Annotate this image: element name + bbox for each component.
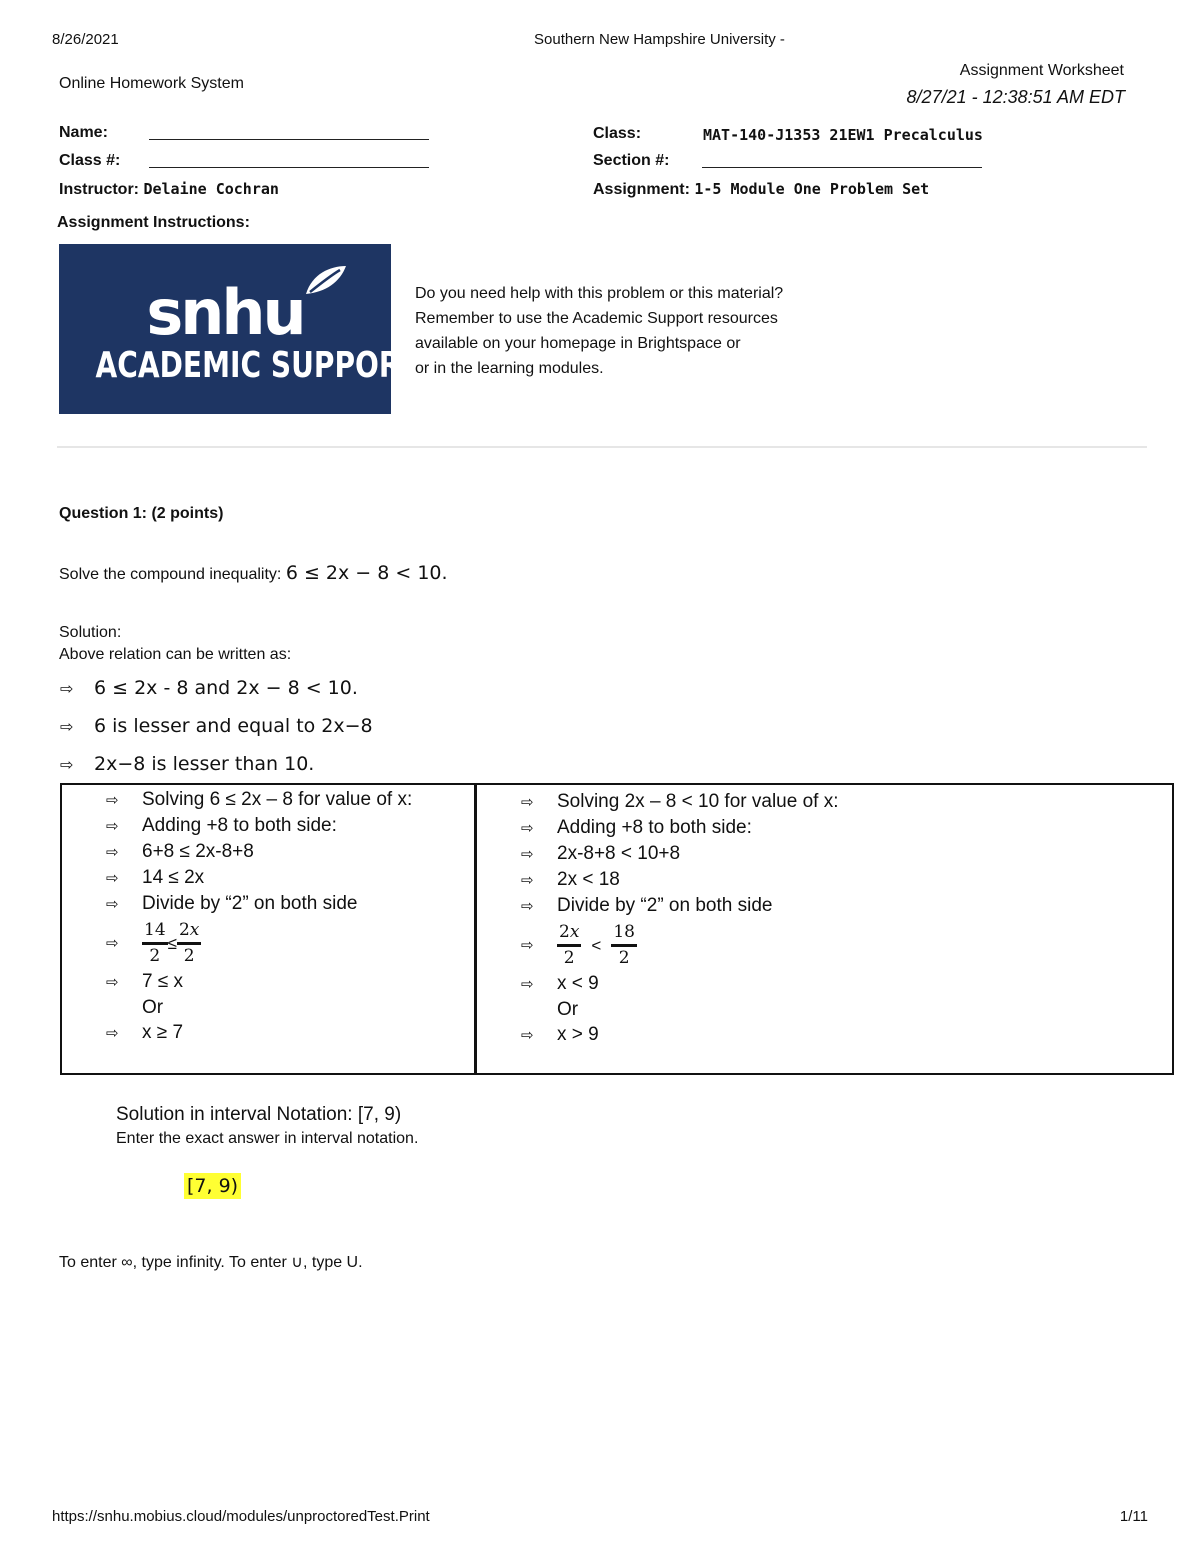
question-prompt — [59, 562, 448, 584]
numerator: 14 — [142, 922, 168, 945]
arrow-icon: ⇨ — [106, 818, 119, 835]
step-text: Adding +8 to both side: — [557, 817, 752, 838]
solution-bullet — [60, 677, 358, 699]
step-item — [106, 969, 412, 995]
step-text: 2x < 18 — [557, 869, 620, 890]
interval-solution-text: Solution in interval Notation: [7, 9) — [116, 1104, 402, 1125]
step-text: 2x-8+8 < 10+8 — [557, 843, 681, 864]
instructor-value: Delaine Cochran — [143, 180, 279, 198]
step-item — [521, 893, 838, 919]
step-item — [106, 995, 412, 1020]
name-field-line — [149, 139, 429, 140]
step-text: Divide by “2” on both side — [142, 893, 358, 914]
fraction — [557, 921, 581, 968]
class-label: Class: — [593, 125, 642, 142]
step-item — [521, 1022, 838, 1048]
step-item — [521, 815, 838, 841]
arrow-icon: ⇨ — [106, 870, 119, 887]
arrow-icon: ⇨ — [521, 898, 534, 915]
bullet-text: 6 ≤ 2x - 8 and 2x − 8 < 10. — [94, 677, 358, 699]
step-text: x ≥ 7 — [142, 1022, 184, 1043]
arrow-icon: ⇨ — [106, 844, 119, 861]
denominator: 2 — [563, 947, 575, 968]
denominator: 2 — [618, 947, 630, 968]
denominator: 2 — [149, 945, 161, 966]
step-item — [106, 1020, 412, 1046]
step-text: Solving 6 ≤ 2x – 8 for value of x: — [142, 789, 413, 810]
numerator: 2𝑥 — [557, 924, 581, 947]
step-item — [106, 891, 412, 917]
input-help-note: To enter ∞, type infinity. To enter ∪, type U. — [59, 1254, 363, 1271]
answer-value: [7, 9) — [184, 1173, 241, 1199]
bullet-text: 6 is lesser and equal to 2x−8 — [94, 715, 373, 737]
class-number-label: Class #: — [59, 152, 121, 169]
arrow-icon: ⇨ — [521, 936, 534, 954]
instructor-row — [59, 180, 279, 199]
step-item — [521, 841, 838, 867]
step-text: 14 ≤ 2x — [142, 867, 205, 888]
operator: ≤ — [167, 933, 177, 953]
step-item — [521, 867, 838, 893]
step-text: Adding +8 to both side: — [142, 815, 337, 836]
step-text: Or — [557, 999, 579, 1020]
arrow-icon: ⇨ — [106, 792, 119, 809]
arrow-icon: ⇨ — [106, 974, 119, 991]
step-item — [521, 997, 838, 1022]
operator: < — [591, 935, 602, 955]
assignment-instructions-label: Assignment Instructions: — [57, 214, 250, 231]
step-text: Divide by “2” on both side — [557, 895, 773, 916]
solution-bullet — [60, 753, 314, 775]
arrow-icon: ⇨ — [521, 1027, 534, 1044]
arrow-icon: ⇨ — [521, 820, 534, 837]
section-label: Section #: — [593, 152, 670, 169]
arrow-icon: ⇨ — [60, 717, 74, 736]
arrow-icon: ⇨ — [521, 976, 534, 993]
arrow-icon: ⇨ — [106, 896, 119, 913]
help-text — [415, 281, 783, 381]
print-site-title: Southern New Hampshire University - — [534, 31, 785, 48]
step-text: x > 9 — [557, 1024, 599, 1045]
snhu-academic-support-logo — [59, 244, 419, 414]
step-text: Solving 2x – 8 < 10 for value of x: — [557, 791, 839, 812]
right-steps-box — [474, 783, 1174, 1075]
solution-label: Solution: — [59, 624, 122, 641]
step-text: Or — [142, 997, 164, 1018]
answer-field[interactable] — [184, 1175, 241, 1197]
numerator: 2𝑥 — [177, 922, 201, 945]
print-url: https://snhu.mobius.cloud/modules/unproctoredTest.Print — [52, 1508, 430, 1525]
arrow-icon: ⇨ — [60, 755, 74, 774]
enter-answer-instruction: Enter the exact answer in interval notation. — [116, 1130, 419, 1147]
name-label: Name: — [59, 124, 108, 141]
arrow-icon: ⇨ — [106, 1025, 119, 1042]
arrow-icon: ⇨ — [106, 934, 119, 952]
solution-bullet — [60, 715, 373, 737]
logo-subtitle: ACADEMIC SUPPORT — [95, 345, 419, 386]
class-value: MAT-140-J1353 21EW1 Precalculus — [703, 126, 983, 144]
section-field-line — [702, 167, 982, 168]
arrow-icon: ⇨ — [521, 794, 534, 811]
fraction — [177, 919, 201, 966]
step-text: 7 ≤ x — [142, 971, 184, 992]
step-text: x < 9 — [557, 973, 599, 994]
system-title: Online Homework System — [59, 75, 244, 92]
step-item — [521, 789, 838, 815]
class-number-field-line — [149, 167, 429, 168]
help-line: Do you need help with this problem or this material? — [415, 285, 784, 302]
arrow-icon: ⇨ — [60, 679, 74, 698]
left-steps-list — [106, 787, 412, 1046]
left-steps-box — [60, 783, 477, 1075]
step-item — [106, 813, 412, 839]
fraction — [142, 919, 168, 966]
step-item — [106, 865, 412, 891]
arrow-icon: ⇨ — [521, 846, 534, 863]
help-line: Remember to use the Academic Support resources — [415, 310, 778, 327]
arrow-icon: ⇨ — [521, 872, 534, 889]
fraction-step — [106, 917, 412, 969]
step-item — [106, 787, 412, 813]
fraction — [611, 921, 637, 968]
help-line: or in the learning modules. — [415, 360, 604, 377]
worksheet-datetime: 8/27/21 - 12:38:51 AM EDT — [906, 87, 1125, 107]
step-item — [521, 971, 838, 997]
assignment-label: Assignment: — [593, 181, 690, 198]
numerator: 18 — [611, 924, 637, 947]
step-item — [106, 839, 412, 865]
worksheet-label: Assignment Worksheet — [959, 62, 1124, 79]
denominator: 2 — [183, 945, 195, 966]
instructor-label: Instructor: — [59, 181, 139, 198]
right-steps-list — [521, 789, 838, 1048]
prompt-math: 6 ≤ 2x − 8 < 10. — [285, 562, 448, 584]
step-text: 6+8 ≤ 2x-8+8 — [142, 841, 254, 862]
help-line: available on your homepage in Brightspace or — [415, 335, 741, 352]
logo-wordmark: snhu — [146, 276, 304, 349]
assignment-row — [593, 180, 929, 199]
relation-text: Above relation can be written as: — [59, 646, 292, 663]
print-date: 8/26/2021 — [52, 31, 119, 48]
fraction-step — [521, 919, 838, 971]
question-title: Question 1: (2 points) — [59, 505, 224, 522]
assignment-value: 1-5 Module One Problem Set — [694, 180, 930, 198]
print-page-number: 1/11 — [1119, 1508, 1148, 1525]
prompt-text: Solve the compound inequality: — [59, 566, 282, 583]
bullet-text: 2x−8 is lesser than 10. — [94, 753, 315, 775]
section-divider — [57, 446, 1147, 448]
